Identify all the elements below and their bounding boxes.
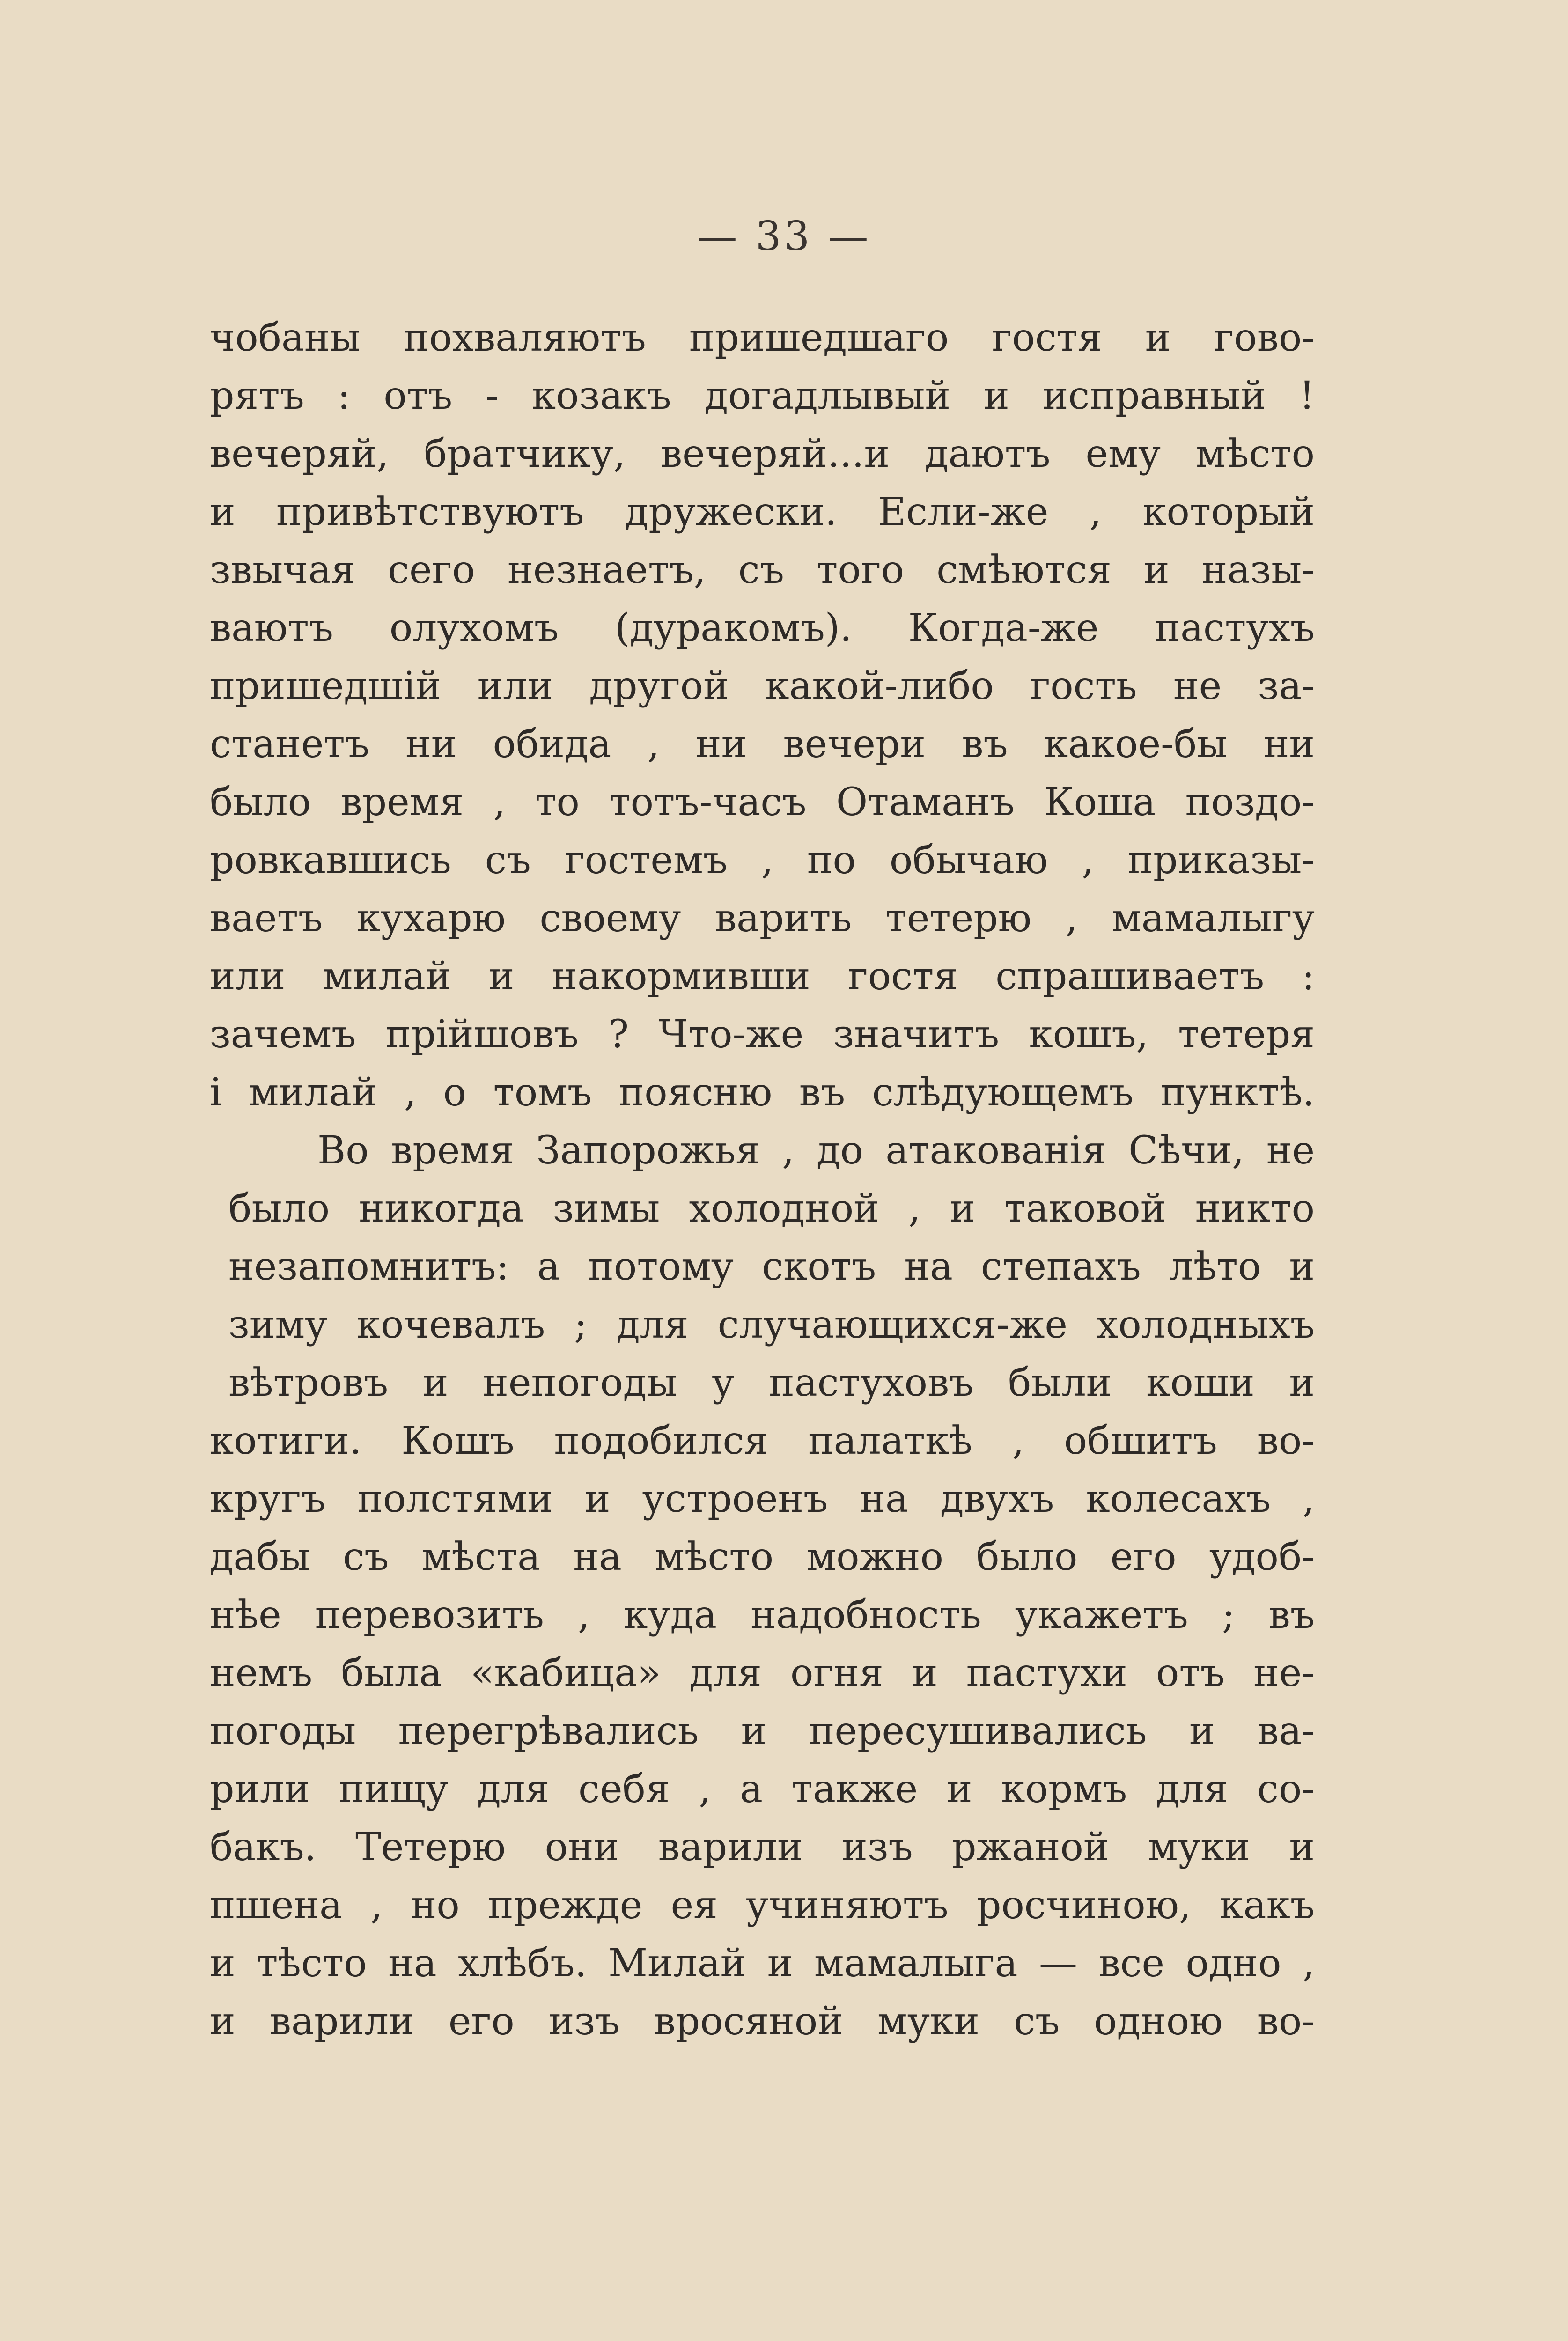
text-line: дабы съ мѣста на мѣсто можно было его удоб- bbox=[210, 1535, 1315, 1579]
text-line: пшена , но прежде ея учиняютъ росчиною, какъ bbox=[210, 1883, 1315, 1928]
text-line: зачемъ прійшовъ ? Что-же значитъ кошъ, тетеря bbox=[210, 1012, 1315, 1057]
text-line: зиму кочевалъ ; для случающихся-же холодныхъ bbox=[228, 1303, 1315, 1347]
text-line: вечеряй, братчику, вечеряй...и даютъ ему мѣсто bbox=[210, 432, 1315, 476]
text-line: ваетъ кухарю своему варить тетерю , мамалыгу bbox=[210, 896, 1315, 941]
text-line: і милай , о томъ поясню въ слѣдующемъ пунктѣ. bbox=[210, 1070, 1315, 1115]
text-line: котиги. Кошъ подобился палаткѣ , обшитъ во- bbox=[210, 1419, 1315, 1463]
text-line: было время , то тотъ-часъ Отаманъ Коша поздо- bbox=[210, 780, 1315, 825]
page-number: — 33 — bbox=[697, 213, 871, 260]
text-line: или милай и накормивши гостя спрашиваетъ : bbox=[210, 954, 1315, 999]
text-line: рили пищу для себя , а также и кормъ для со- bbox=[210, 1767, 1315, 1811]
paragraph-first-line: Во время Запорожья , до атакованія Сѣчи, не bbox=[317, 1128, 1315, 1173]
text-line: немъ была «кабица» для огня и пастухи отъ не- bbox=[210, 1651, 1315, 1695]
text-line: рятъ : отъ - козакъ догадлывый и исправный ! bbox=[210, 374, 1315, 418]
text-line: незапомнитъ: а потому скотъ на степахъ лѣто и bbox=[228, 1244, 1315, 1289]
text-line: и варили его изъ вросяной муки съ одною во- bbox=[210, 1999, 1315, 2044]
text-line: кругъ полстями и устроенъ на двухъ колесахъ , bbox=[210, 1477, 1315, 1521]
text-line: нѣе перевозить , куда надобность укажетъ ; въ bbox=[210, 1593, 1315, 1637]
text-line: вѣтровъ и непогоды у пастуховъ были коши и bbox=[228, 1361, 1315, 1405]
text-line: станетъ ни обида , ни вечери въ какое-бы ни bbox=[210, 722, 1315, 766]
text-line: звычая сего незнаетъ, съ того смѣются и назы- bbox=[210, 548, 1315, 592]
text-line: и привѣтствуютъ дружески. Если-же , который bbox=[210, 490, 1315, 534]
text-line: бакъ. Тетерю они варили изъ ржаной муки и bbox=[210, 1825, 1315, 1870]
text-line: чобаны похваляютъ пришедшаго гостя и гово- bbox=[210, 316, 1315, 360]
text-line: погоды перегрѣвались и пересушивались и ва- bbox=[210, 1709, 1315, 1753]
text-line: ваютъ олухомъ (дуракомъ). Когда-же пастухъ bbox=[210, 606, 1315, 650]
text-line: пришедшій или другой какой-либо гость не за- bbox=[210, 664, 1315, 708]
text-line: было никогда зимы холодной , и таковой никто bbox=[228, 1186, 1315, 1231]
body-text bbox=[210, 309, 1315, 2051]
text-line: ровкавшись съ гостемъ , по обычаю , приказы- bbox=[210, 838, 1315, 883]
text-line: и тѣсто на хлѣбъ. Милай и мамалыга — все одно , bbox=[210, 1941, 1315, 1986]
